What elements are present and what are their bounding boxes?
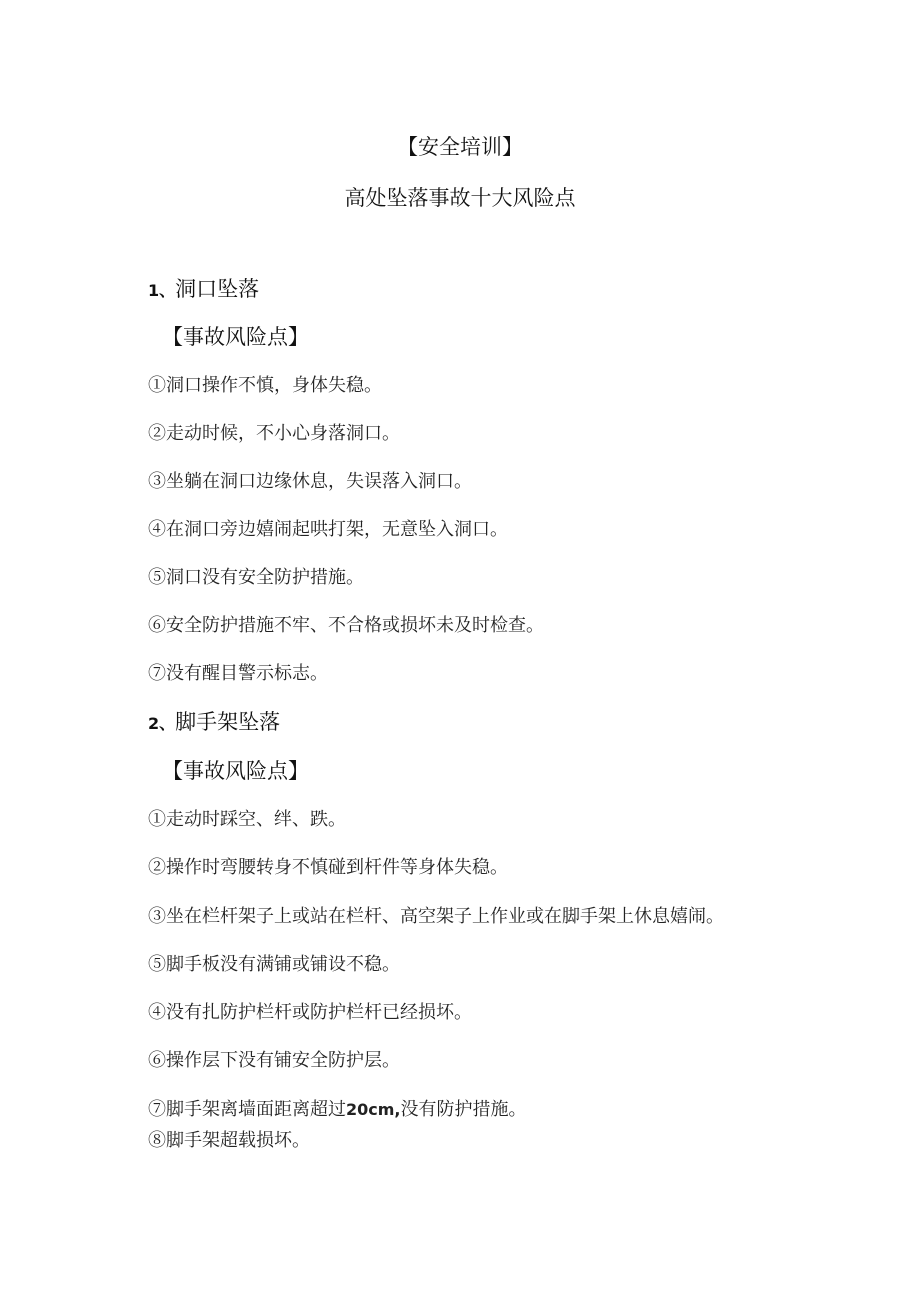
section-1-item-5: ⑤洞口没有安全防护措施。 bbox=[148, 567, 364, 588]
section-2-item-7-suffix: 没有防护措施。 bbox=[400, 1099, 527, 1120]
section-1-title: 洞口坠落 bbox=[175, 277, 260, 301]
section-1-item-6: ⑥安全防护措施不牢、不合格或损坏未及时检查。 bbox=[148, 615, 544, 636]
section-2-item-1: ①走动时踩空、绊、跌。 bbox=[148, 809, 346, 830]
section-2-item-6: ⑥操作层下没有铺安全防护层。 bbox=[148, 1050, 400, 1071]
section-2-number: 2、 bbox=[148, 714, 176, 733]
section-1-item-2: ②走动时候，不小心身落洞口。 bbox=[148, 423, 400, 444]
section-2-item-5: ⑤脚手板没有满铺或铺设不稳。 bbox=[148, 954, 400, 975]
section-1-risk-label: 【事故风险点】 bbox=[162, 325, 309, 349]
section-2-item-7-prefix: ⑦脚手架离墙面距离超过 bbox=[148, 1099, 346, 1120]
section-2-item-7 bbox=[148, 1095, 527, 1121]
section-2-title: 脚手架坠落 bbox=[175, 710, 281, 734]
section-2-item-4: ④没有扎防护栏杆或防护栏杆已经损坏。 bbox=[148, 1002, 472, 1023]
document-title-bracket: 【安全培训】 bbox=[397, 135, 523, 159]
section-1-item-3: ③坐躺在洞口边缘休息，失误落入洞口。 bbox=[148, 471, 472, 492]
section-1-number: 1、 bbox=[148, 281, 176, 300]
section-2-item-2: ②操作时弯腰转身不慎碰到杆件等身体失稳。 bbox=[148, 857, 508, 878]
section-2-item-8: ⑧脚手架超载损坏。 bbox=[148, 1130, 310, 1151]
section-2-risk-label: 【事故风险点】 bbox=[162, 759, 309, 783]
section-1-item-4: ④在洞口旁边嬉闹起哄打架，无意坠入洞口。 bbox=[148, 519, 508, 540]
section-2-item-3: ③坐在栏杆架子上或站在栏杆、高空架子上作业或在脚手架上休息嬉闹。 bbox=[148, 906, 724, 927]
document-title: 高处坠落事故十大风险点 bbox=[344, 186, 576, 210]
section-1-item-1: ①洞口操作不慎，身体失稳。 bbox=[148, 375, 382, 396]
section-1-heading bbox=[148, 273, 259, 303]
section-2-item-7-distance: 20cm, bbox=[346, 1100, 401, 1119]
section-2-heading bbox=[148, 706, 280, 736]
section-1-item-7: ⑦没有醒目警示标志。 bbox=[148, 663, 328, 684]
